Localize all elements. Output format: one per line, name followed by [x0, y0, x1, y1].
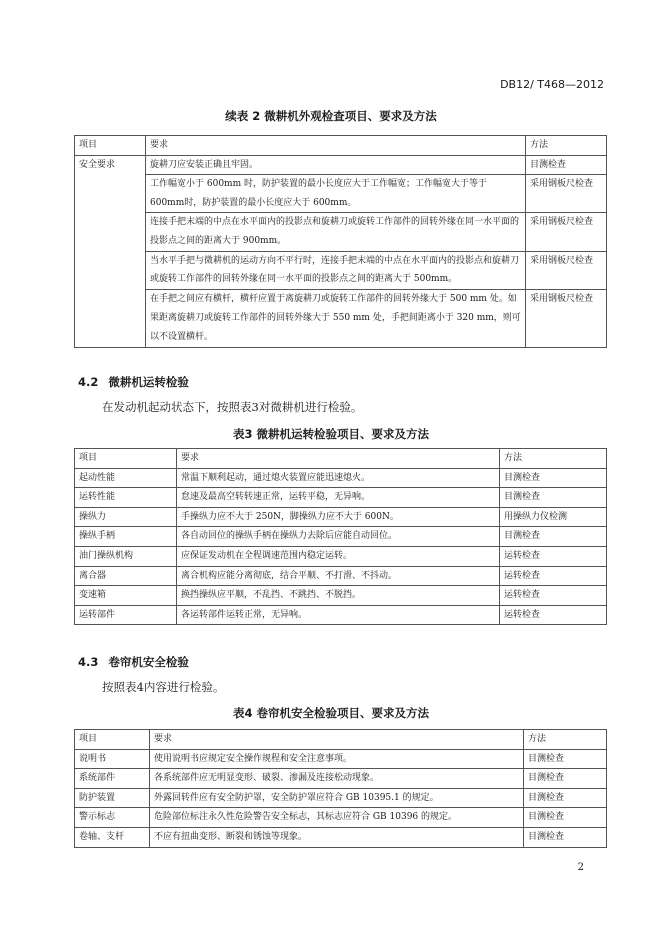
table4-header-requirement: 要求 [150, 730, 524, 750]
requirement-cell: 外露回转件应有安全防护罩，安全防护罩应符合 GB 10395.1 的规定。 [150, 788, 524, 808]
requirement-cell: 在手把之间应有横杆，横杆应置于离旋耕刀或旋转工作部件的回转外缘大于 500 mm 处。如果距离旋耕刀或旋转工作部件的回转外缘大于 550 mm 处，手把间距离小于 320 mm，则可以不设置横杆。 [146, 289, 526, 347]
method-cell: 目测检查 [524, 808, 607, 828]
method-cell: 运转检查 [500, 546, 607, 566]
table3 [74, 448, 607, 625]
table3-header-requirement: 要求 [177, 449, 500, 469]
table4-header-method: 方法 [524, 730, 607, 750]
method-cell: 目测检查 [526, 155, 607, 175]
table3-caption: 表3 微耕机运转检验项目、要求及方法 [232, 427, 429, 441]
requirement-cell: 旋耕刀应安装正确且牢固。 [146, 155, 526, 175]
requirement-cell: 连接手把末端的中点在水平面内的投影点和旋耕刀或旋转工作部件的回转外缘在同一水平面的投影点之间的距离大于 900mm。 [146, 213, 526, 251]
section-title: 卷帘机安全检验 [108, 655, 189, 669]
table-row [75, 749, 607, 769]
method-cell: 目测检查 [500, 488, 607, 508]
table-row [75, 468, 607, 488]
table4-header-row [75, 730, 607, 750]
requirement-cell: 使用说明书应规定安全操作规程和安全注意事项。 [150, 749, 524, 769]
table2-header-method: 方法 [526, 136, 607, 156]
method-cell: 目测检查 [524, 827, 607, 847]
table2-category-cell: 安全要求 [75, 155, 146, 347]
requirement-cell: 当水平手把与微耕机的运动方向不平行时，连接手把末端的中点在水平面内的投影点和旋耕刀或旋转工作部件的回转外缘在同一水平面的投影点之间的距离大于 500mm。 [146, 251, 526, 289]
table-row [75, 507, 607, 527]
item-cell: 变速箱 [75, 586, 177, 606]
section-4-2-heading [78, 374, 189, 390]
requirement-cell: 各系统部件应无明显变形、破裂、渗漏及连接松动现象。 [150, 769, 524, 789]
item-cell: 警示标志 [75, 808, 150, 828]
method-cell: 目测检查 [524, 788, 607, 808]
method-cell: 目测检查 [500, 468, 607, 488]
method-cell: 采用钢板尺检查 [526, 251, 607, 289]
method-cell: 运转检查 [500, 605, 607, 625]
table-row [75, 155, 607, 175]
table-row [75, 827, 607, 847]
item-cell: 操纵手柄 [75, 527, 177, 547]
section-4-3-heading [78, 654, 189, 670]
requirement-cell: 换挡操纵应平顺，不乱挡、不跳挡、不脱挡。 [177, 586, 500, 606]
requirement-cell: 不应有扭曲变形、断裂和锈蚀等现象。 [150, 827, 524, 847]
method-cell: 目测检查 [524, 769, 607, 789]
requirement-cell: 危险部位标注永久性危险警告安全标志，其标志应符合 GB 10396 的规定。 [150, 808, 524, 828]
table-row [75, 527, 607, 547]
section-number: 4.3 [78, 655, 99, 669]
standard-code: DB12/ T468—2012 [500, 78, 604, 91]
table4-caption: 表4 卷帘机安全检验项目、要求及方法 [232, 706, 429, 720]
method-cell: 采用钢板尺检查 [526, 289, 607, 347]
requirement-cell: 各自动回位的操纵手柄在操纵力去除后应能自动回位。 [177, 527, 500, 547]
table2-header-requirement: 要求 [146, 136, 526, 156]
item-cell: 起动性能 [75, 468, 177, 488]
table-row [75, 788, 607, 808]
item-cell: 运转性能 [75, 488, 177, 508]
item-cell: 防护装置 [75, 788, 150, 808]
requirement-cell: 应保证发动机在全程调速范围内稳定运转。 [177, 546, 500, 566]
method-cell: 采用钢板尺检查 [526, 175, 607, 213]
method-cell: 运转检查 [500, 566, 607, 586]
item-cell: 离合器 [75, 566, 177, 586]
table2-caption: 续表 2 微耕机外观检查项目、要求及方法 [225, 109, 437, 123]
requirement-cell: 怠速及最高空转转速正常，运转平稳，无异响。 [177, 488, 500, 508]
item-cell: 油门操纵机构 [75, 546, 177, 566]
table2-header-item: 项目 [75, 136, 146, 156]
table3-header-item: 项目 [75, 449, 177, 469]
section-4-2-text: 在发动机起动状态下，按照表3对微耕机进行检验。 [102, 400, 363, 414]
item-cell: 系统部件 [75, 769, 150, 789]
requirement-cell: 离合机构应能分离彻底，结合平顺、不打滑、不抖动。 [177, 566, 500, 586]
table-row [75, 251, 607, 289]
table-row [75, 175, 607, 213]
table-row [75, 546, 607, 566]
table2-header-row [75, 136, 607, 156]
table-row [75, 769, 607, 789]
table3-header-method: 方法 [500, 449, 607, 469]
method-cell: 目测检查 [524, 749, 607, 769]
table-row [75, 566, 607, 586]
table-row [75, 586, 607, 606]
table3-header-row [75, 449, 607, 469]
section-4-3-text: 按照表4内容进行检验。 [102, 680, 225, 694]
requirement-cell: 各运转部件运转正常，无异响。 [177, 605, 500, 625]
method-cell: 运转检查 [500, 586, 607, 606]
section-number: 4.2 [78, 375, 99, 389]
table-row [75, 808, 607, 828]
requirement-cell: 工作幅宽小于 600mm 时，防护装置的最小长度应大于工作幅宽；工作幅宽大于等于600mm时，防护装置的最小长度应大于 600mm。 [146, 175, 526, 213]
section-title: 微耕机运转检验 [108, 375, 189, 389]
table4 [74, 729, 607, 848]
method-cell: 目测检查 [500, 527, 607, 547]
item-cell: 卷轴、支杆 [75, 827, 150, 847]
table-row [75, 605, 607, 625]
table-row [75, 213, 607, 251]
requirement-cell: 常温下顺利起动，通过熄火装置应能迅速熄火。 [177, 468, 500, 488]
table-row [75, 488, 607, 508]
table4-header-item: 项目 [75, 730, 150, 750]
item-cell: 操纵力 [75, 507, 177, 527]
table2 [74, 135, 607, 348]
requirement-cell: 手操纵力应不大于 250N，脚操纵力应不大于 600N。 [177, 507, 500, 527]
table-row [75, 289, 607, 347]
item-cell: 说明书 [75, 749, 150, 769]
item-cell: 运转部件 [75, 605, 177, 625]
method-cell: 用操纵力仪检测 [500, 507, 607, 527]
page-number: 2 [577, 862, 584, 873]
method-cell: 采用钢板尺检查 [526, 213, 607, 251]
